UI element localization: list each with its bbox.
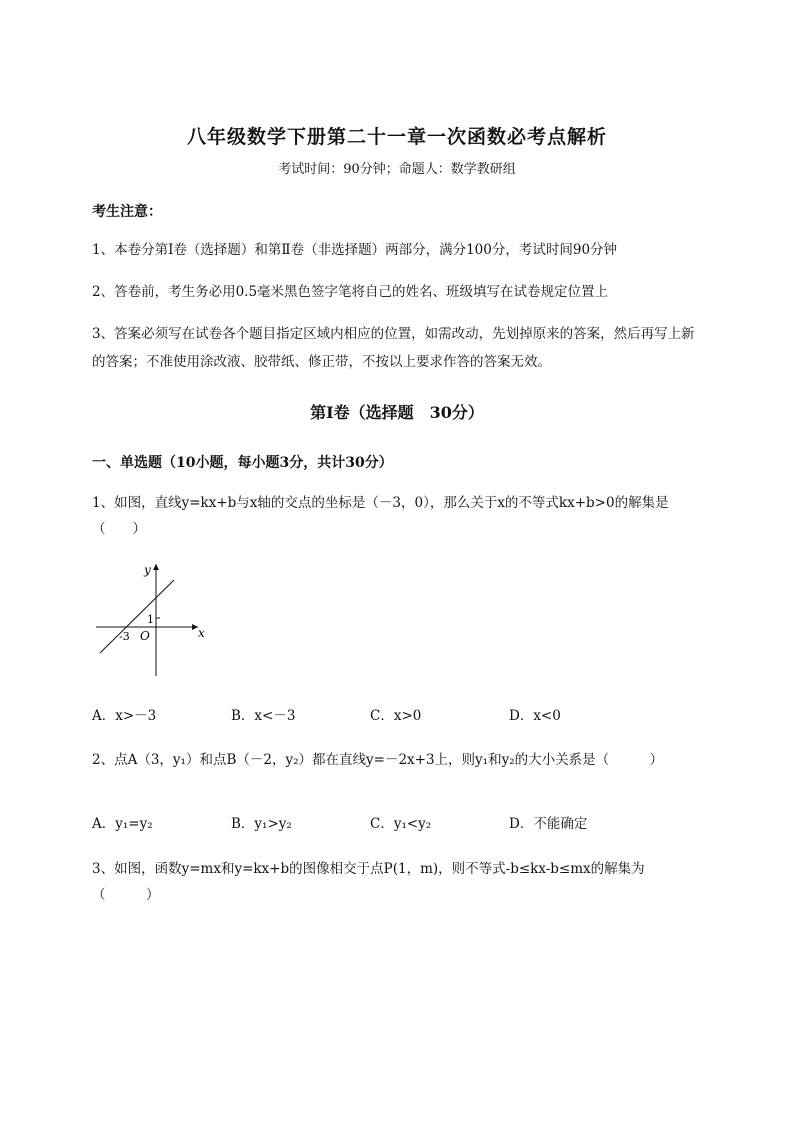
y-axis-arrow — [153, 564, 159, 570]
q1-option-d[interactable]: D．x<0 — [509, 708, 561, 724]
tick-label-1: 1 — [147, 613, 154, 626]
q1-text-cont: （ ） — [92, 521, 146, 537]
q2-option-a[interactable]: A．y₁=y₂ — [92, 816, 153, 832]
q1-option-c[interactable]: C．x>0 — [370, 708, 422, 724]
notes-heading: 考生注意： — [92, 204, 162, 220]
q1-graph — [92, 556, 214, 680]
q1-option-b[interactable]: B．x<－3 — [231, 708, 296, 724]
tick-label-neg3: -3 — [119, 630, 130, 643]
function-line — [100, 580, 174, 653]
origin-label: O — [140, 629, 150, 643]
x-axis-label: x — [198, 626, 205, 640]
note-item-3: 3、答案必须写在试卷各个题目指定区域内相应的位置，如需改动，先划掉原来的答案，然后再写上新 — [92, 326, 695, 342]
section-title: 第I卷（选择题 30分） — [310, 403, 484, 422]
q2-option-d[interactable]: D．不能确定 — [509, 816, 588, 832]
note-item-2: 2、答卷前，考生务必用0.5毫米黑色签字笔将自己的姓名、班级填写在试卷规定位置上 — [92, 284, 609, 300]
q3-text-cont: （ ） — [92, 887, 160, 903]
part-heading: 一、单选题（10小题，每小题3分，共计30分） — [92, 455, 393, 471]
q1-option-a[interactable]: A．x>－3 — [92, 708, 157, 724]
q2-text: 2、点A（3，y₁）和点B（－2，y₂）都在直线y=－2x+3上，则y₁和y₂的大小关系是（ ） — [92, 752, 664, 768]
q3-text: 3、如图，函数y=mx和y=kx+b的图像相交于点P(1，m)，则不等式-b≤kx-b≤mx的解集为 — [92, 861, 645, 877]
note-item-1: 1、本卷分第I卷（选择题）和第Ⅱ卷（非选择题）两部分，满分100分，考试时间90分钟 — [92, 242, 618, 258]
note-item-3-cont: 的答案；不准使用涂改液、胶带纸、修正带，不按以上要求作答的答案无效。 — [92, 354, 551, 370]
q2-option-b[interactable]: B．y₁>y₂ — [231, 816, 292, 832]
page-title: 八年级数学下册第二十一章一次函数必考点解析 — [186, 126, 607, 148]
exam-info: 考试时间：90分钟；命题人：数学教研组 — [278, 162, 516, 177]
q2-option-c[interactable]: C．y₁<y₂ — [370, 816, 432, 832]
q1-text: 1、如图，直线y=kx+b与x轴的交点的坐标是（－3，0），那么关于x的不等式kx+b>0的解集是 — [92, 495, 669, 511]
y-axis-label: y — [144, 563, 151, 577]
